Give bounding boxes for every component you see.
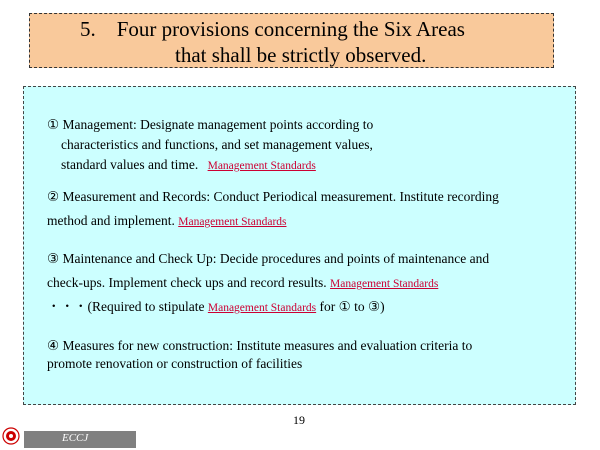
item-management-line-1: ① Management: Designate management points according to [47, 117, 374, 132]
item-maintenance-text: check-ups. Implement check ups and record results. [47, 275, 327, 290]
item-construction [47, 337, 472, 373]
item-construction-line-2: promote renovation or construction of facilities [47, 356, 303, 371]
eccj-logo-icon [2, 427, 20, 445]
item-management [47, 115, 373, 176]
item-measurement-text: method and implement. [47, 213, 175, 228]
item-construction-line-1: ④ Measures for new construction: Institute measures and evaluation criteria to [47, 338, 473, 353]
management-standards-link[interactable]: Management Standards [207, 160, 316, 172]
title-line-1: 5. Four provisions concerning the Six Areas [80, 17, 465, 41]
item-maintenance-line-2 [47, 271, 489, 296]
item-management-line-3 [47, 155, 373, 176]
page-number: 19 [293, 413, 305, 427]
item-management-line-2: characteristics and functions, and set management values, [61, 137, 373, 152]
item-maintenance-line-1: ③ Maintenance and Check Up: Decide procedures and points of maintenance and [47, 251, 490, 266]
management-standards-link[interactable]: Management Standards [178, 216, 287, 228]
footer-bar [24, 431, 136, 448]
item-note-prefix: ・・・(Required to stipulate [47, 299, 205, 314]
item-measurement-line-1: ② Measurement and Records: Conduct Periodical measurement. Institute recording [47, 189, 499, 204]
item-measurement [47, 185, 499, 234]
management-standards-link[interactable]: Management Standards [207, 302, 317, 314]
item-note [47, 297, 385, 318]
content-box [23, 86, 576, 405]
item-measurement-line-2 [47, 209, 499, 234]
management-standards-link[interactable]: Management Standards [330, 278, 439, 290]
item-management-text: standard values and time. [61, 157, 199, 172]
item-maintenance [47, 247, 489, 296]
item-note-suffix: for ① to ③) [319, 299, 385, 314]
title-box [29, 13, 554, 68]
footer-org-label: ECCJ [62, 432, 89, 444]
title-line-2: that shall be strictly observed. [175, 43, 427, 67]
